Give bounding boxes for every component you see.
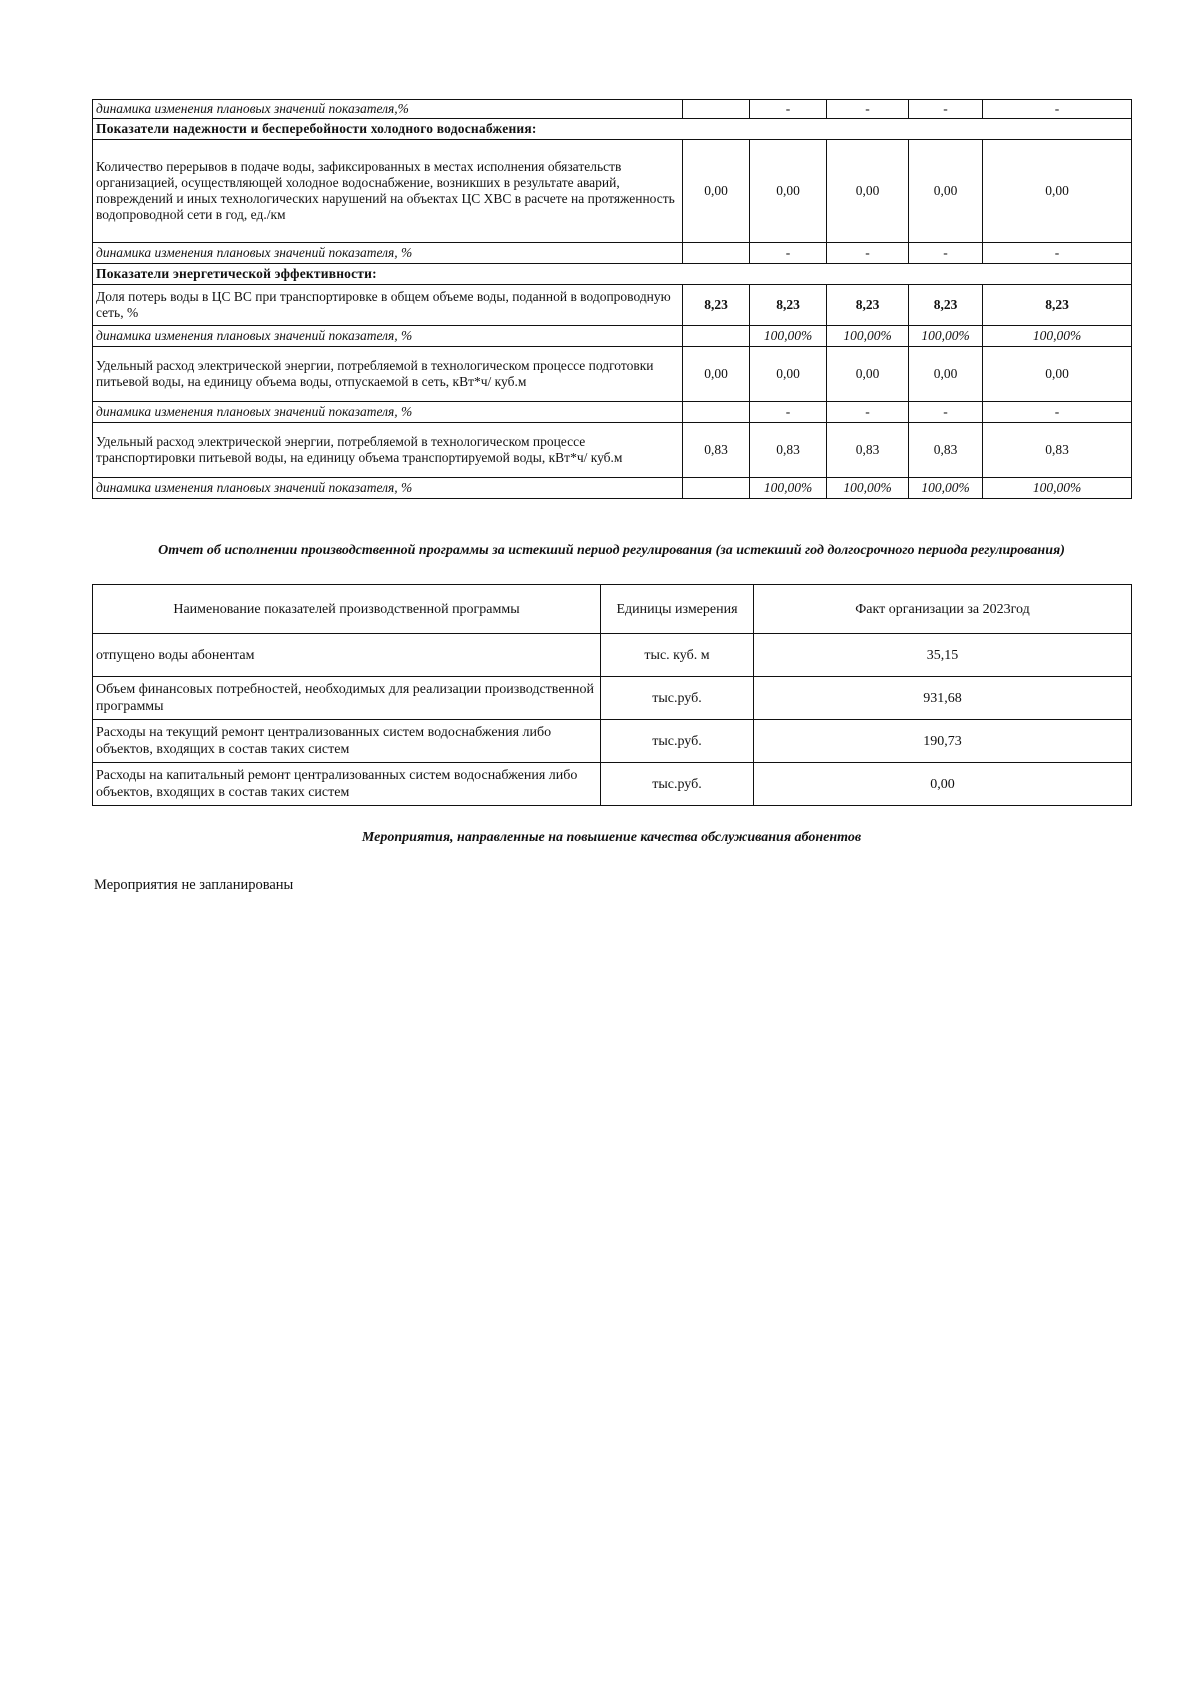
table-row <box>93 243 1132 264</box>
row-unit: тыс.руб. <box>601 720 754 763</box>
table-row <box>93 720 1132 763</box>
cell-value: 100,00% <box>909 478 983 499</box>
cell-value: - <box>827 243 909 264</box>
cell-value: - <box>750 402 827 423</box>
table-row <box>93 402 1132 423</box>
row-unit: тыс.руб. <box>601 677 754 720</box>
section-header-row <box>93 119 1132 140</box>
indicators-table <box>92 99 1132 499</box>
row-value: 190,73 <box>754 720 1132 763</box>
table-row <box>93 478 1132 499</box>
cell-value: 0,83 <box>750 423 827 478</box>
cell-value: 100,00% <box>827 326 909 347</box>
section-header-row <box>93 264 1132 285</box>
cell-value: 100,00% <box>983 478 1132 499</box>
cell-value: 8,23 <box>683 285 750 326</box>
cell-value: 0,00 <box>909 140 983 243</box>
cell-value: - <box>827 402 909 423</box>
section-header: Показатели энергетической эффективности: <box>93 264 1132 285</box>
section-header: Показатели надежности и бесперебойности холодного водоснабжения: <box>93 119 1132 140</box>
cell-value: 0,00 <box>683 347 750 402</box>
report-table <box>92 584 1132 806</box>
cell-value: 0,00 <box>750 140 827 243</box>
table-row <box>93 100 1132 119</box>
measures-caption: Мероприятия, направленные на повышение качества обслуживания абонентов <box>361 830 862 845</box>
row-label: динамика изменения плановых значений показателя, % <box>93 478 683 499</box>
cell-value: - <box>909 402 983 423</box>
row-label: динамика изменения плановых значений показателя, % <box>93 243 683 264</box>
cell-value: - <box>983 402 1132 423</box>
cell-value: 0,00 <box>983 140 1132 243</box>
row-unit: тыс. куб. м <box>601 634 754 677</box>
row-label: Расходы на текущий ремонт централизованных систем водоснабжения либо объектов, входящих в состав таких систем <box>93 720 601 763</box>
cell-value: 100,00% <box>827 478 909 499</box>
cell-value: 0,00 <box>683 140 750 243</box>
row-label: Объем финансовых потребностей, необходимых для реализации производственной программы <box>93 677 601 720</box>
table-row <box>93 634 1132 677</box>
cell-value: 100,00% <box>909 326 983 347</box>
row-label: Удельный расход электрической энергии, потребляемой в технологическом процессе подготовки питьевой воды, на единицу объема воды, отпускаемой в сеть, кВт*ч/ куб.м <box>93 347 683 402</box>
cell-value: 0,83 <box>683 423 750 478</box>
row-label: динамика изменения плановых значений показателя,% <box>93 100 683 119</box>
cell-value: 8,23 <box>827 285 909 326</box>
row-label: Удельный расход электрической энергии, потребляемой в технологическом процессе транспортировки питьевой воды, на единицу объема транспортируемой воды, кВт*ч/ куб.м <box>93 423 683 478</box>
measures-note: Мероприятия не запланированы <box>94 877 294 893</box>
cell-value: - <box>750 243 827 264</box>
cell-value: - <box>750 100 827 119</box>
table-row <box>93 423 1132 478</box>
table-row <box>93 677 1132 720</box>
cell-value: 0,83 <box>827 423 909 478</box>
cell-value: - <box>827 100 909 119</box>
cell-value: 0,83 <box>983 423 1132 478</box>
row-unit: тыс.руб. <box>601 763 754 806</box>
row-label: динамика изменения плановых значений показателя, % <box>93 402 683 423</box>
row-value: 0,00 <box>754 763 1132 806</box>
table-row <box>93 347 1132 402</box>
cell-value: - <box>909 243 983 264</box>
row-label: отпущено воды абонентам <box>93 634 601 677</box>
cell-value: 8,23 <box>983 285 1132 326</box>
column-header: Единицы измерения <box>601 585 754 634</box>
cell-value: 0,00 <box>750 347 827 402</box>
cell-value: 0,00 <box>827 347 909 402</box>
table-row <box>93 140 1132 243</box>
cell-value: 0,83 <box>909 423 983 478</box>
cell-value: - <box>983 100 1132 119</box>
cell-value: 100,00% <box>750 478 827 499</box>
cell-value: - <box>983 243 1132 264</box>
cell-value: 0,00 <box>909 347 983 402</box>
column-header: Факт организации за 2023год <box>754 585 1132 634</box>
report-caption: Отчет об исполнении производственной программы за истекший период регулирования (за истекший год долгосрочного периода регулирования) <box>158 543 1065 558</box>
row-label: Количество перерывов в подаче воды, зафиксированных в местах исполнения обязательств организацией, осуществляющей холодное водоснабжение, возникших в результате аварий, повреждений и иных технологических нарушений на объектах ЦС ХВС в расчете на протяженность водопроводной сети в год, ед./км <box>93 140 683 243</box>
row-label: динамика изменения плановых значений показателя, % <box>93 326 683 347</box>
cell-value: 100,00% <box>750 326 827 347</box>
row-value: 35,15 <box>754 634 1132 677</box>
cell-value: 100,00% <box>983 326 1132 347</box>
row-value: 931,68 <box>754 677 1132 720</box>
table-row <box>93 326 1132 347</box>
cell-value: 0,00 <box>827 140 909 243</box>
cell-value: 8,23 <box>750 285 827 326</box>
table-header-row <box>93 585 1132 634</box>
table-row <box>93 285 1132 326</box>
cell-value: - <box>909 100 983 119</box>
column-header: Наименование показателей производственной программы <box>93 585 601 634</box>
cell-value: 8,23 <box>909 285 983 326</box>
cell-value: 0,00 <box>983 347 1132 402</box>
row-label: Расходы на капитальный ремонт централизованных систем водоснабжения либо объектов, входящих в состав таких систем <box>93 763 601 806</box>
table-row <box>93 763 1132 806</box>
row-label: Доля потерь воды в ЦС ВС при транспортировке в общем объеме воды, поданной в водопроводную сеть, % <box>93 285 683 326</box>
